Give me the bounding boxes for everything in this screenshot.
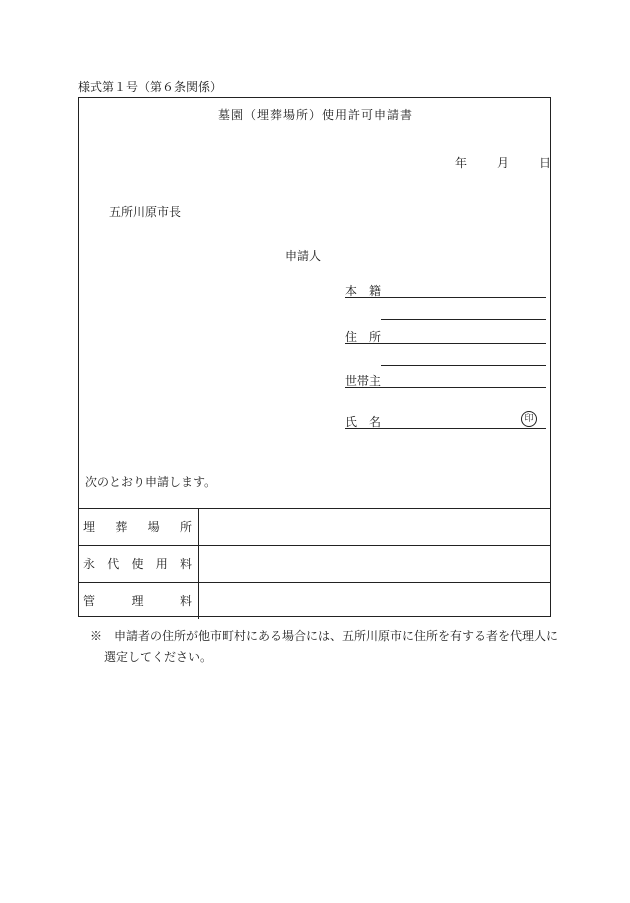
- table-row: [79, 582, 550, 619]
- seal-mark-icon: 印: [521, 411, 537, 427]
- honseki-label: 本 籍: [345, 284, 382, 298]
- management-fee-label: 管 理 料: [79, 583, 199, 619]
- note-line-1: ※ 申請者の住所が他市町村にある場合には、五所川原市に住所を有する者を代理人に: [90, 629, 559, 643]
- burial-place-label: 埋 葬 場 所: [79, 509, 199, 545]
- applicant-heading: 申請人: [285, 249, 322, 263]
- shimei-label: 氏 名: [345, 415, 382, 429]
- application-statement: 次のとおり申請します。: [85, 475, 217, 489]
- table-row: [79, 508, 550, 545]
- honseki-line-2[interactable]: [381, 319, 546, 320]
- jusho-line-1[interactable]: [345, 343, 546, 344]
- details-table: [79, 508, 550, 619]
- application-form-frame: [78, 97, 551, 617]
- table-row: [79, 545, 550, 582]
- form-number-label: 様式第１号（第６条関係）: [78, 80, 223, 94]
- date-year: 年: [455, 156, 468, 170]
- setainushi-label: 世帯主: [345, 374, 382, 388]
- date-line: [455, 156, 551, 170]
- addressee: 五所川原市長: [109, 205, 182, 219]
- note-line-2: 選定してください。: [104, 650, 213, 664]
- perpetual-use-fee-label: 永 代 使 用 料: [79, 546, 199, 582]
- honseki-line-1[interactable]: [345, 297, 546, 298]
- date-day: 日: [539, 156, 552, 170]
- date-month: 月: [497, 156, 510, 170]
- setainushi-line[interactable]: [345, 387, 546, 388]
- jusho-line-2[interactable]: [381, 365, 546, 366]
- form-title: 墓園（埋葬場所）使用許可申請書: [217, 108, 413, 122]
- shimei-line[interactable]: [345, 428, 546, 429]
- jusho-label: 住 所: [345, 330, 382, 344]
